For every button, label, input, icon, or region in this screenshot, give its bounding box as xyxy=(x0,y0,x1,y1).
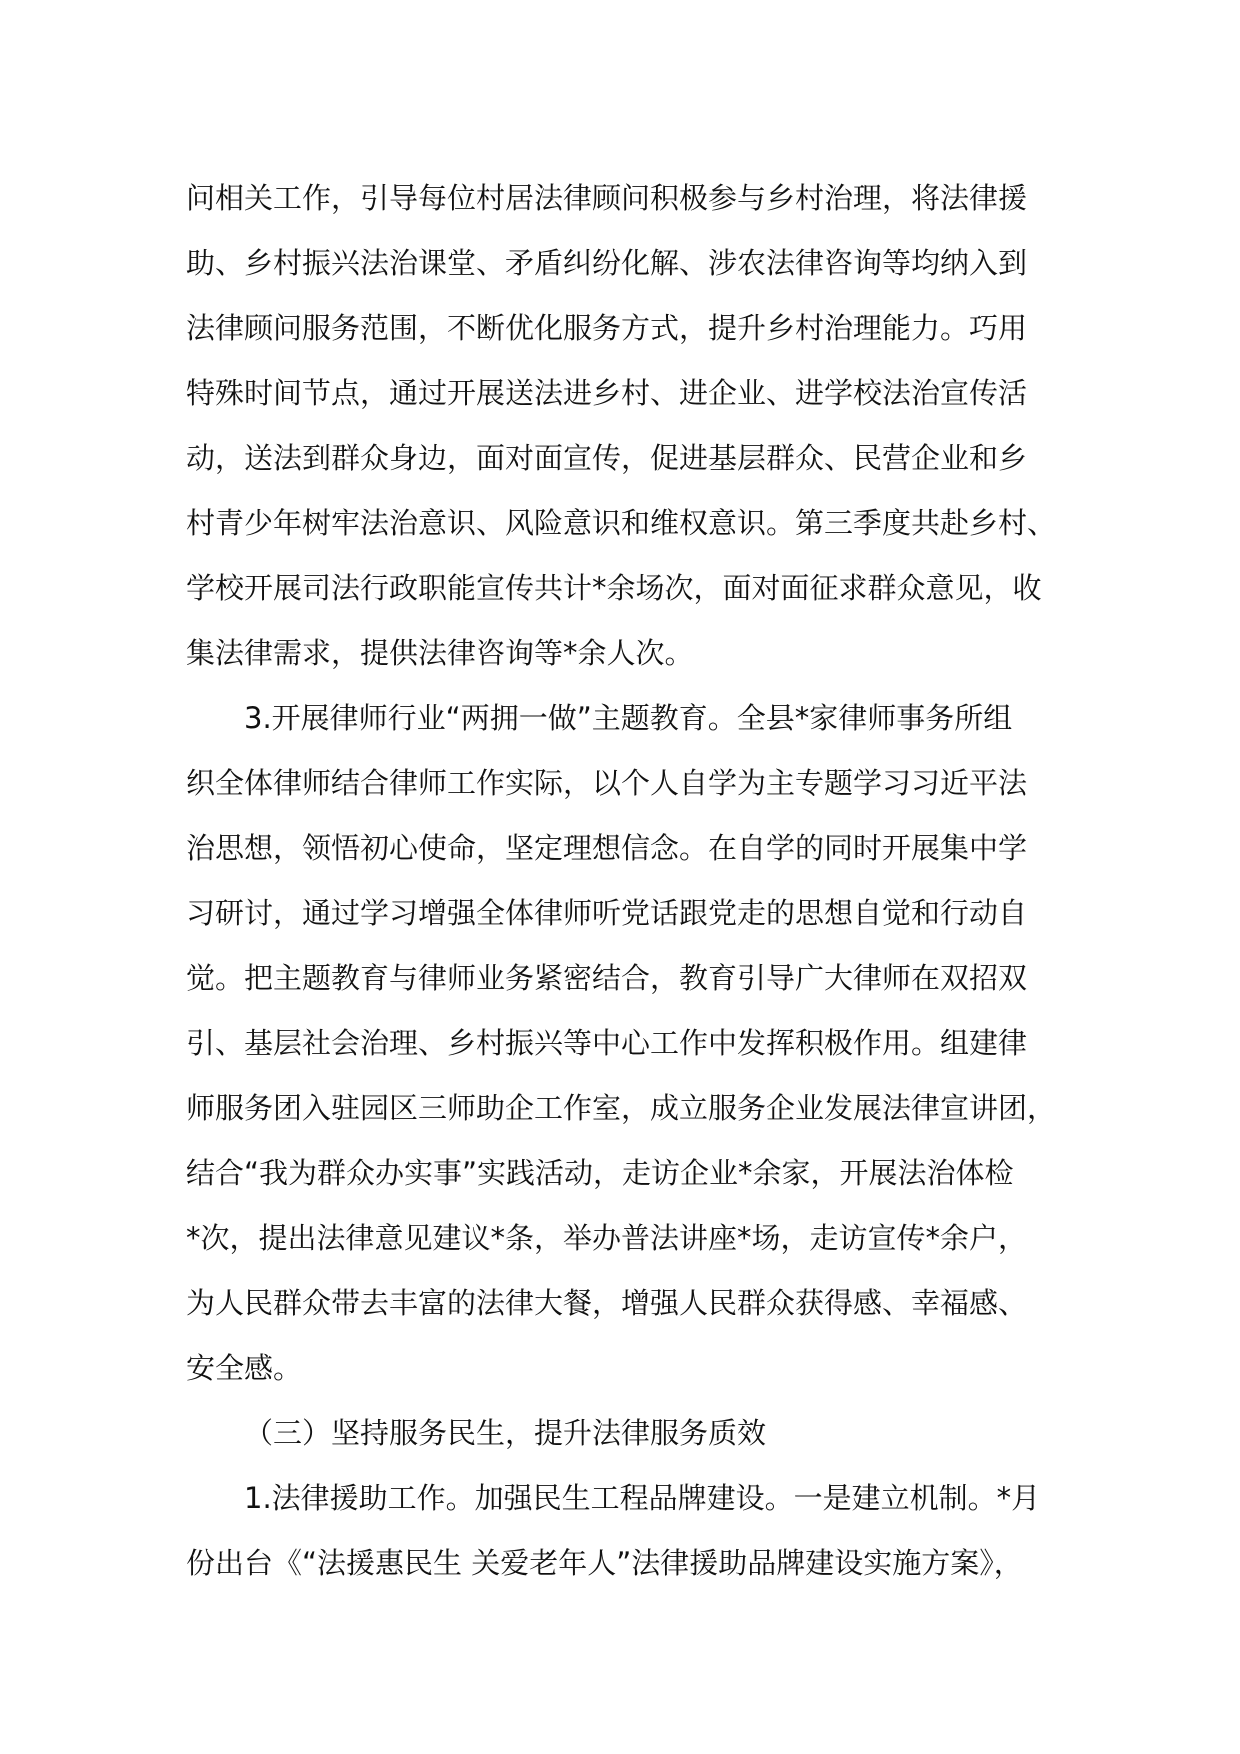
text-line: *次，提出法律意见建议*条，举办普法讲座*场，走访宣传*余户， xyxy=(186,1221,1028,1255)
text-line: 织全体律师结合律师工作实际，以个人自学为主专题学习习近平法 xyxy=(186,766,1028,800)
text-line: 助、乡村振兴法治课堂、矛盾纠纷化解、涉农法律咨询等均纳入到 xyxy=(186,246,1028,280)
text-line: 安全感。 xyxy=(186,1351,303,1385)
text-line: 为人民群众带去丰富的法律大餐，增强人民群众获得感、幸福感、 xyxy=(186,1286,1028,1320)
text-line: 结合“我为群众办实事”实践活动，走访企业*余家，开展法治体检 xyxy=(186,1156,1014,1190)
text-line: 问相关工作，引导每位村居法律顾问积极参与乡村治理，将法律援 xyxy=(186,181,1028,215)
paragraph-start-line: 3.开展律师行业“两拥一做”主题教育。全县*家律师事务所组 xyxy=(244,701,1013,735)
text-line: 治思想，领悟初心使命，坚定理想信念。在自学的同时开展集中学 xyxy=(186,831,1028,865)
text-line: 集法律需求，提供法律咨询等*余人次。 xyxy=(186,636,694,670)
document-body xyxy=(186,166,1086,1596)
paragraph-start-line: 1.法律援助工作。加强民生工程品牌建设。一是建立机制。*月 xyxy=(244,1481,1041,1515)
text-line: 特殊时间节点，通过开展送法进乡村、进企业、进学校法治宣传活 xyxy=(186,376,1028,410)
text-line: 动，送法到群众身边，面对面宣传，促进基层群众、民营企业和乡 xyxy=(186,441,1028,475)
text-line: 师服务团入驻园区三师助企工作室，成立服务企业发展法律宣讲团， xyxy=(186,1091,1057,1125)
section-heading: （三）坚持服务民生，提升法律服务质效 xyxy=(244,1416,767,1450)
text-line: 学校开展司法行政职能宣传共计*余场次，面对面征求群众意见，收 xyxy=(186,571,1042,605)
text-line: 引、基层社会治理、乡村振兴等中心工作中发挥积极作用。组建律 xyxy=(186,1026,1028,1060)
text-line: 习研讨，通过学习增强全体律师听党话跟党走的思想自觉和行动自 xyxy=(186,896,1028,930)
text-line: 法律顾问服务范围，不断优化服务方式，提升乡村治理能力。巧用 xyxy=(186,311,1028,345)
text-line: 份出台《“法援惠民生 关爱老年人”法律援助品牌建设实施方案》， xyxy=(186,1546,1023,1580)
text-line: 村青少年树牢法治意识、风险意识和维权意识。第三季度共赴乡村、 xyxy=(186,506,1057,540)
text-line: 觉。把主题教育与律师业务紧密结合，教育引导广大律师在双招双 xyxy=(186,961,1028,995)
